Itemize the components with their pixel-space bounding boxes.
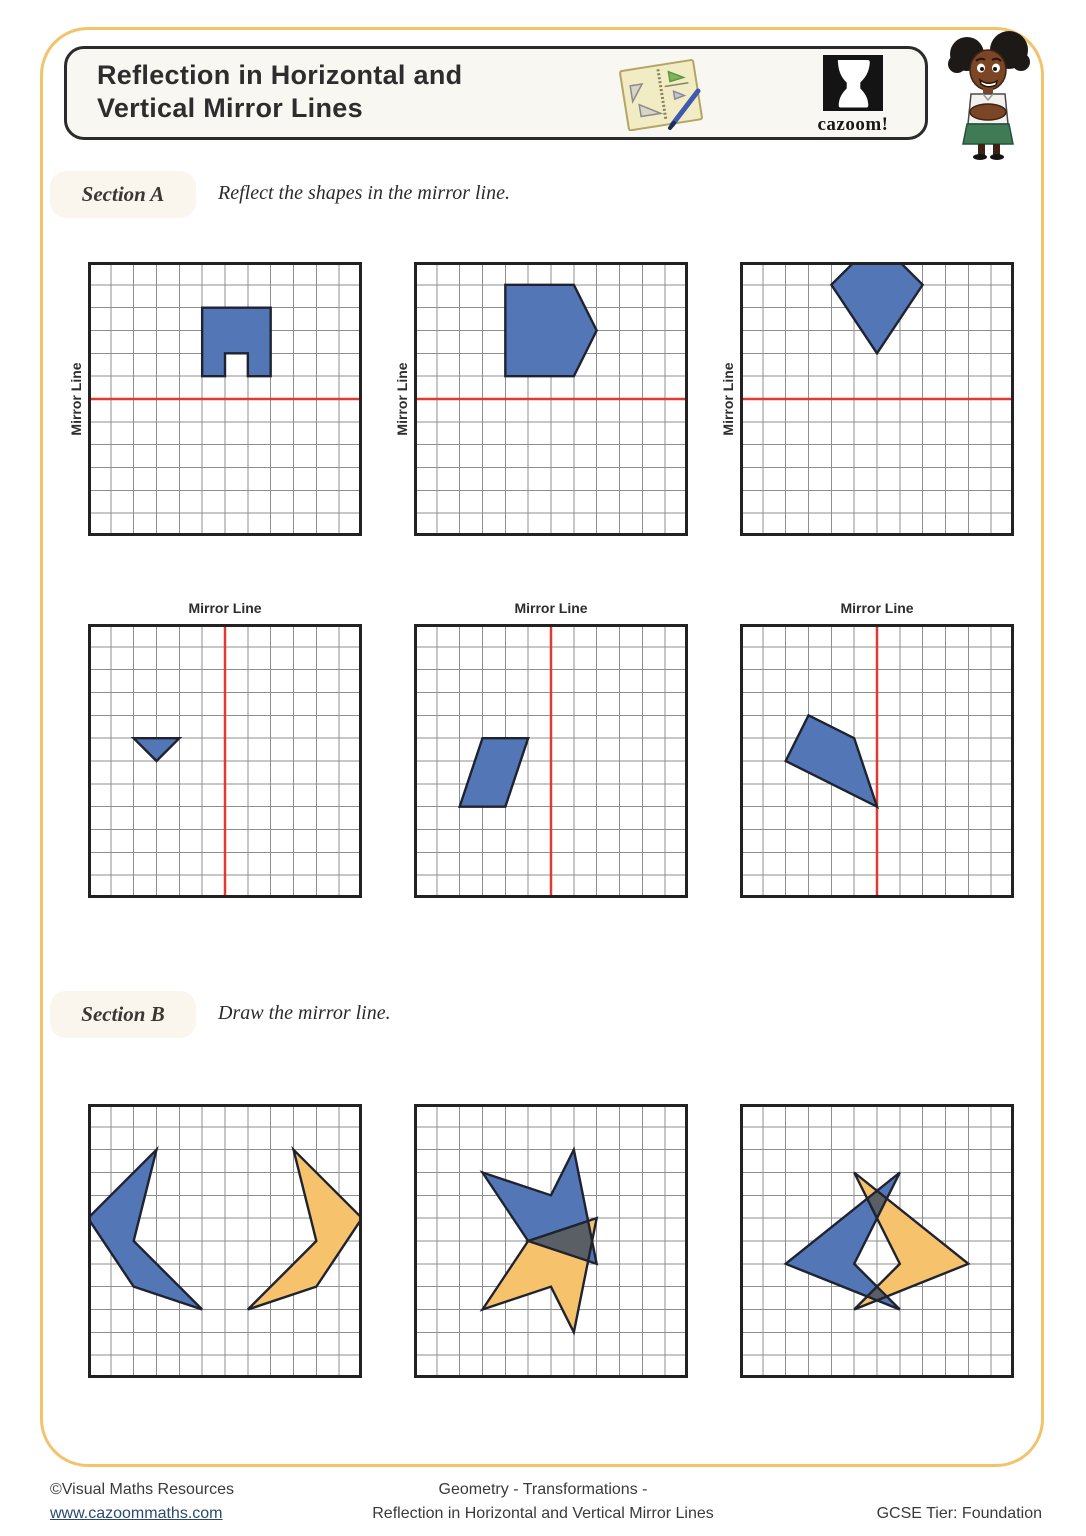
mirror-line-label: Mirror Line [68, 362, 84, 436]
copyright-text: ©Visual Maths Resources [50, 1481, 235, 1498]
section-a-instruction: Reflect the shapes in the mirror line. [218, 182, 510, 204]
cazoommaths-link[interactable]: www.cazoommaths.com [50, 1505, 223, 1522]
reflection-grid-2 [414, 262, 688, 536]
footer-topic-line2: Reflection in Horizontal and Vertical Mirror Lines [372, 1505, 714, 1522]
reflection-grid-4 [88, 624, 362, 898]
section-a-label: Section A [81, 182, 165, 206]
mirror-line-label: Mirror Line [394, 362, 410, 436]
page-title-line1: Reflection in Horizontal and [97, 60, 463, 90]
mirror-draw-grid-2 [414, 1104, 688, 1378]
student-character-illustration [933, 30, 1045, 165]
footer-topic-line1: Geometry - Transformations - [438, 1481, 648, 1498]
page-title [97, 59, 462, 125]
title-box [64, 46, 928, 140]
mirror-line-label: Mirror Line [840, 600, 914, 616]
reflection-grid-1 [88, 262, 362, 536]
section-b-badge [50, 991, 196, 1038]
section-a-badge [50, 171, 196, 218]
section-b-label: Section B [81, 1002, 165, 1026]
mirror-line-label: Mirror Line [720, 362, 736, 436]
reflection-grid-5 [414, 624, 688, 898]
section-b-instruction: Draw the mirror line. [218, 1002, 391, 1024]
cazoom-brand-text: cazoom! [817, 114, 889, 135]
geometry-paper-pen-icon [610, 57, 715, 136]
mirror-line-label: Mirror Line [188, 600, 262, 616]
reflection-grid-3 [740, 262, 1014, 536]
mirror-line-label: Mirror Line [514, 600, 588, 616]
mirror-draw-grid-3 [740, 1104, 1014, 1378]
drum-icon [821, 55, 885, 111]
reflection-grid-6 [740, 624, 1014, 898]
footer-tier: GCSE Tier: Foundation [876, 1505, 1042, 1522]
mirror-draw-grid-1 [88, 1104, 362, 1378]
cazoom-logo [799, 55, 907, 136]
page-title-line2: Vertical Mirror Lines [97, 93, 363, 123]
